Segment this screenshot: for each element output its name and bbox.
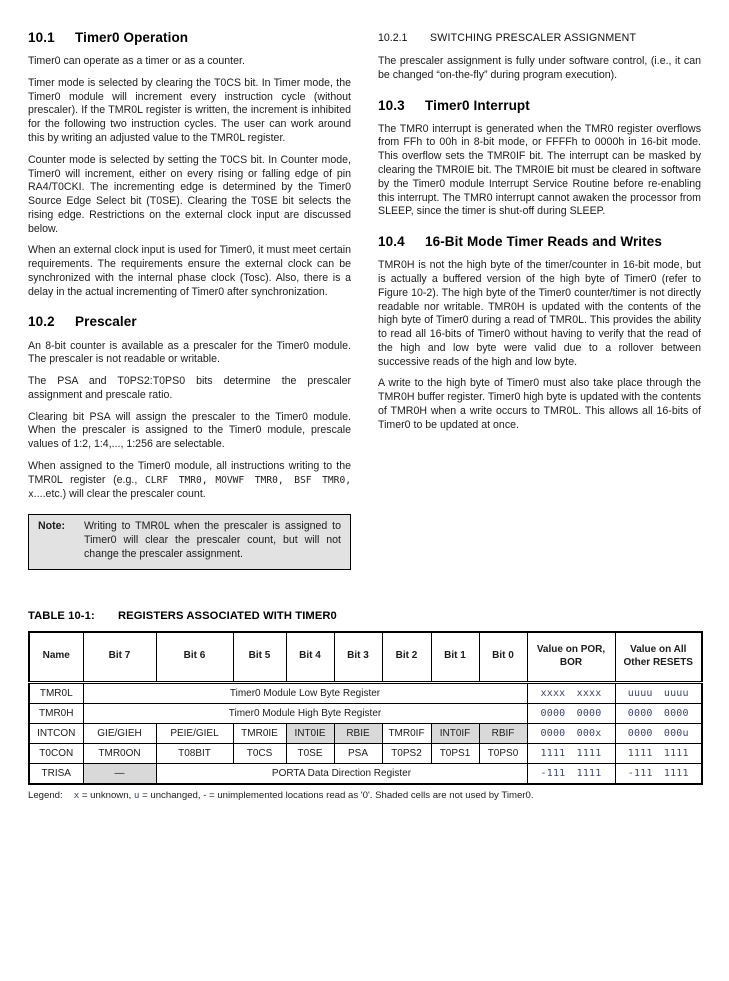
header-cell-bit7: Bit 7 [83,632,156,683]
section-title: Timer0 Interrupt [425,97,530,113]
paragraph: A write to the high byte of Timer0 must also take place through the TMR0H buffer register. Timer0 high byte is updated with the contents of TMR0H when a write occurs to TMR0L. This allows all 16-bits of Timer0 to be updated at once. [378,377,701,431]
section-number: 10.2 [28,314,55,330]
paragraph: The prescaler assignment is fully under software control, (i.e., it can be changed “on-the-fly” during program execution). [378,55,701,81]
header-cell-bit4: Bit 4 [286,632,334,683]
section-heading-10-2-1 [378,32,701,44]
bit-cell-shaded: RBIF [479,723,527,743]
bit-cell: GIE/GIEH [83,723,156,743]
header-cell-bit0: Bit 0 [479,632,527,683]
table-row-t0con [29,743,702,763]
table-row-tmr0h [29,703,702,723]
por-value-cell: -111 1111 [527,763,615,784]
paragraph: The PSA and T0PS2:T0PS0 bits determine the prescaler assignment and prescale ratio. [28,375,351,401]
section-number: 10.3 [378,97,405,113]
table-row-trisa [29,763,702,784]
resets-value-cell: 0000 0000 [615,703,702,723]
section-heading-10-2 [28,314,351,330]
section-title: Prescaler [75,314,137,330]
header-cell-other-resets: Value on All Other RESETS [615,632,702,683]
paragraph: TMR0H is not the high byte of the timer/counter in 16-bit mode, but is actually a buffered version of the high byte of Timer0 (refer to Figure 10-2). The high byte of the Timer0 counter/timer is not directly readable nor writable. TMR0H is updated with the contents of the high byte of Timer0 during a read of TMR0L. This provides the ability to read all 16-bits of Timer0 without having to verify that the read of the high and low byte were valid due to a rollover between successive reads of the high and low byte. [378,259,701,368]
register-description-cell: Timer0 Module High Byte Register [83,703,527,723]
section-number: 10.4 [378,234,405,250]
paragraph: When an external clock input is used for Timer0, it must meet certain requirements. The requirements ensure the external clock can be synchronized with the internal phase clock (Tosc). Also, there is a delay in the actual incrementing of Timer0 after synchronization. [28,244,351,298]
table-legend: Legend: x = unknown, u = unchanged, - = unimplemented locations read as '0'. Shaded cells are not used by Timer0. [28,789,534,801]
section-heading-10-1 [28,30,351,46]
note-label: Note: [38,520,66,533]
por-value-cell: 1111 1111 [527,743,615,763]
paragraph: Timer mode is selected by clearing the T0CS bit. In Timer mode, the Timer0 module will increment every instruction cycle (without prescaler). If the TMR0L register is written, the increment is inhibited for the following two instruction cycles. The user can work around this by writing an adjusted value to the TMR0L register. [28,76,351,145]
por-value-cell: xxxx xxxx [527,682,615,703]
register-description-cell: PORTA Data Direction Register [156,763,527,784]
left-column [28,30,351,570]
section-title: 16-Bit Mode Timer Reads and Writes [425,234,662,250]
bit-cell: T0PS0 [479,743,527,763]
note-text: Writing to TMR0L when the prescaler is assigned to Timer0 will clear the prescaler count, but will not change the prescaler assignment. [84,520,341,560]
paragraph: Clearing bit PSA will assign the prescaler to the Timer0 module. When the prescaler is assigned to the Timer0 module, prescale values of 1:2, 1:4,..., 1:256 are selectable. [28,410,351,451]
bit-cell: T0PS2 [382,743,431,763]
resets-value-cell: -111 1111 [615,763,702,784]
paragraph: Counter mode is selected by setting the T0CS bit. In Counter mode, Timer0 will increment, either on every rising or falling edge of pin RA4/T0CKI. The incrementing edge is determined by the Timer0 Source Edge Select bit (T0SE). Clearing the T0SE bit selects the rising edge. Restrictions on the external clock input are discussed below. [28,153,351,235]
bit-cell: TMR0IE [233,723,286,743]
table-block [28,610,701,801]
por-value-cell: 0000 0000 [527,703,615,723]
bit-cell-shaded: INT0IE [286,723,334,743]
bit-cell: PEIE/GIEL [156,723,233,743]
header-cell-bit3: Bit 3 [334,632,382,683]
section-title: SWITCHING PRESCALER ASSIGNMENT [430,32,637,44]
bit-cell: TMR0IF [382,723,431,743]
header-cell-bit6: Bit 6 [156,632,233,683]
unimplemented-bit-cell: — [83,763,156,784]
paragraph: Timer0 can operate as a timer or as a counter. [28,55,245,68]
bit-cell: PSA [334,743,382,763]
table-title [28,610,701,622]
bit-cell: T0PS1 [431,743,479,763]
header-cell-bit1: Bit 1 [431,632,479,683]
paragraph-with-code: When assigned to the Timer0 module, all instructions writing to the TMR0L register (e.g., CLRF TMR0, MOVWF TMR0, BSF TMR0, x....etc.) will clear the prescaler count. [28,459,352,500]
resets-value-cell: uuuu uuuu [615,682,702,703]
header-cell-bit5: Bit 5 [233,632,286,683]
register-name-cell: TRISA [29,763,83,784]
register-name-cell: T0CON [29,743,83,763]
bit-cell: T0SE [286,743,334,763]
bit-cell-shaded: INT0IF [431,723,479,743]
section-heading-10-4 [378,234,701,250]
registers-table [28,631,703,785]
table-number-label: TABLE 10-1: [28,609,95,622]
two-column-layout [28,30,701,570]
table-header-row [29,632,702,683]
bit-cell: T08BIT [156,743,233,763]
paragraph: An 8-bit counter is available as a prescaler for the Timer0 module. The prescaler is not readable or writable. [28,339,351,366]
section-heading-10-3 [378,98,701,114]
table-row-intcon [29,723,702,743]
register-description-cell: Timer0 Module Low Byte Register [83,682,527,703]
paragraph: The TMR0 interrupt is generated when the TMR0 register overflows from FFh to 00h in 8-bit mode, or FFFFh to 0000h in 16-bit mode. This overflow sets the TMR0IF bit. The interrupt can be masked by clearing the TMR0IE bit. The TMR0IE bit must be cleared in software by the Timer0 module Interrupt Service Routine before re-enabling this interrupt. The TMR0 interrupt cannot awaken the processor from SLEEP, since the timer is shut-off during SLEEP. [378,122,701,218]
note-box [28,514,351,569]
header-cell-name: Name [29,632,83,683]
table-title-text: REGISTERS ASSOCIATED WITH TIMER0 [118,609,337,622]
right-column [378,30,701,570]
register-name-cell: INTCON [29,723,83,743]
section-number: 10.2.1 [378,32,408,44]
resets-value-cell: 1111 1111 [615,743,702,763]
bit-cell-shaded: RBIE [334,723,382,743]
table-row-tmr0l [29,682,702,703]
header-cell-bit2: Bit 2 [382,632,431,683]
section-number: 10.1 [28,30,55,45]
bit-cell: TMR0ON [83,743,156,763]
header-cell-por-bor: Value on POR, BOR [527,632,615,683]
register-name-cell: TMR0L [29,682,83,703]
resets-value-cell: 0000 000u [615,723,702,743]
register-name-cell: TMR0H [29,703,83,723]
section-title: Timer0 Operation [75,30,189,45]
bit-cell: T0CS [233,743,286,763]
por-value-cell: 0000 000x [527,723,615,743]
